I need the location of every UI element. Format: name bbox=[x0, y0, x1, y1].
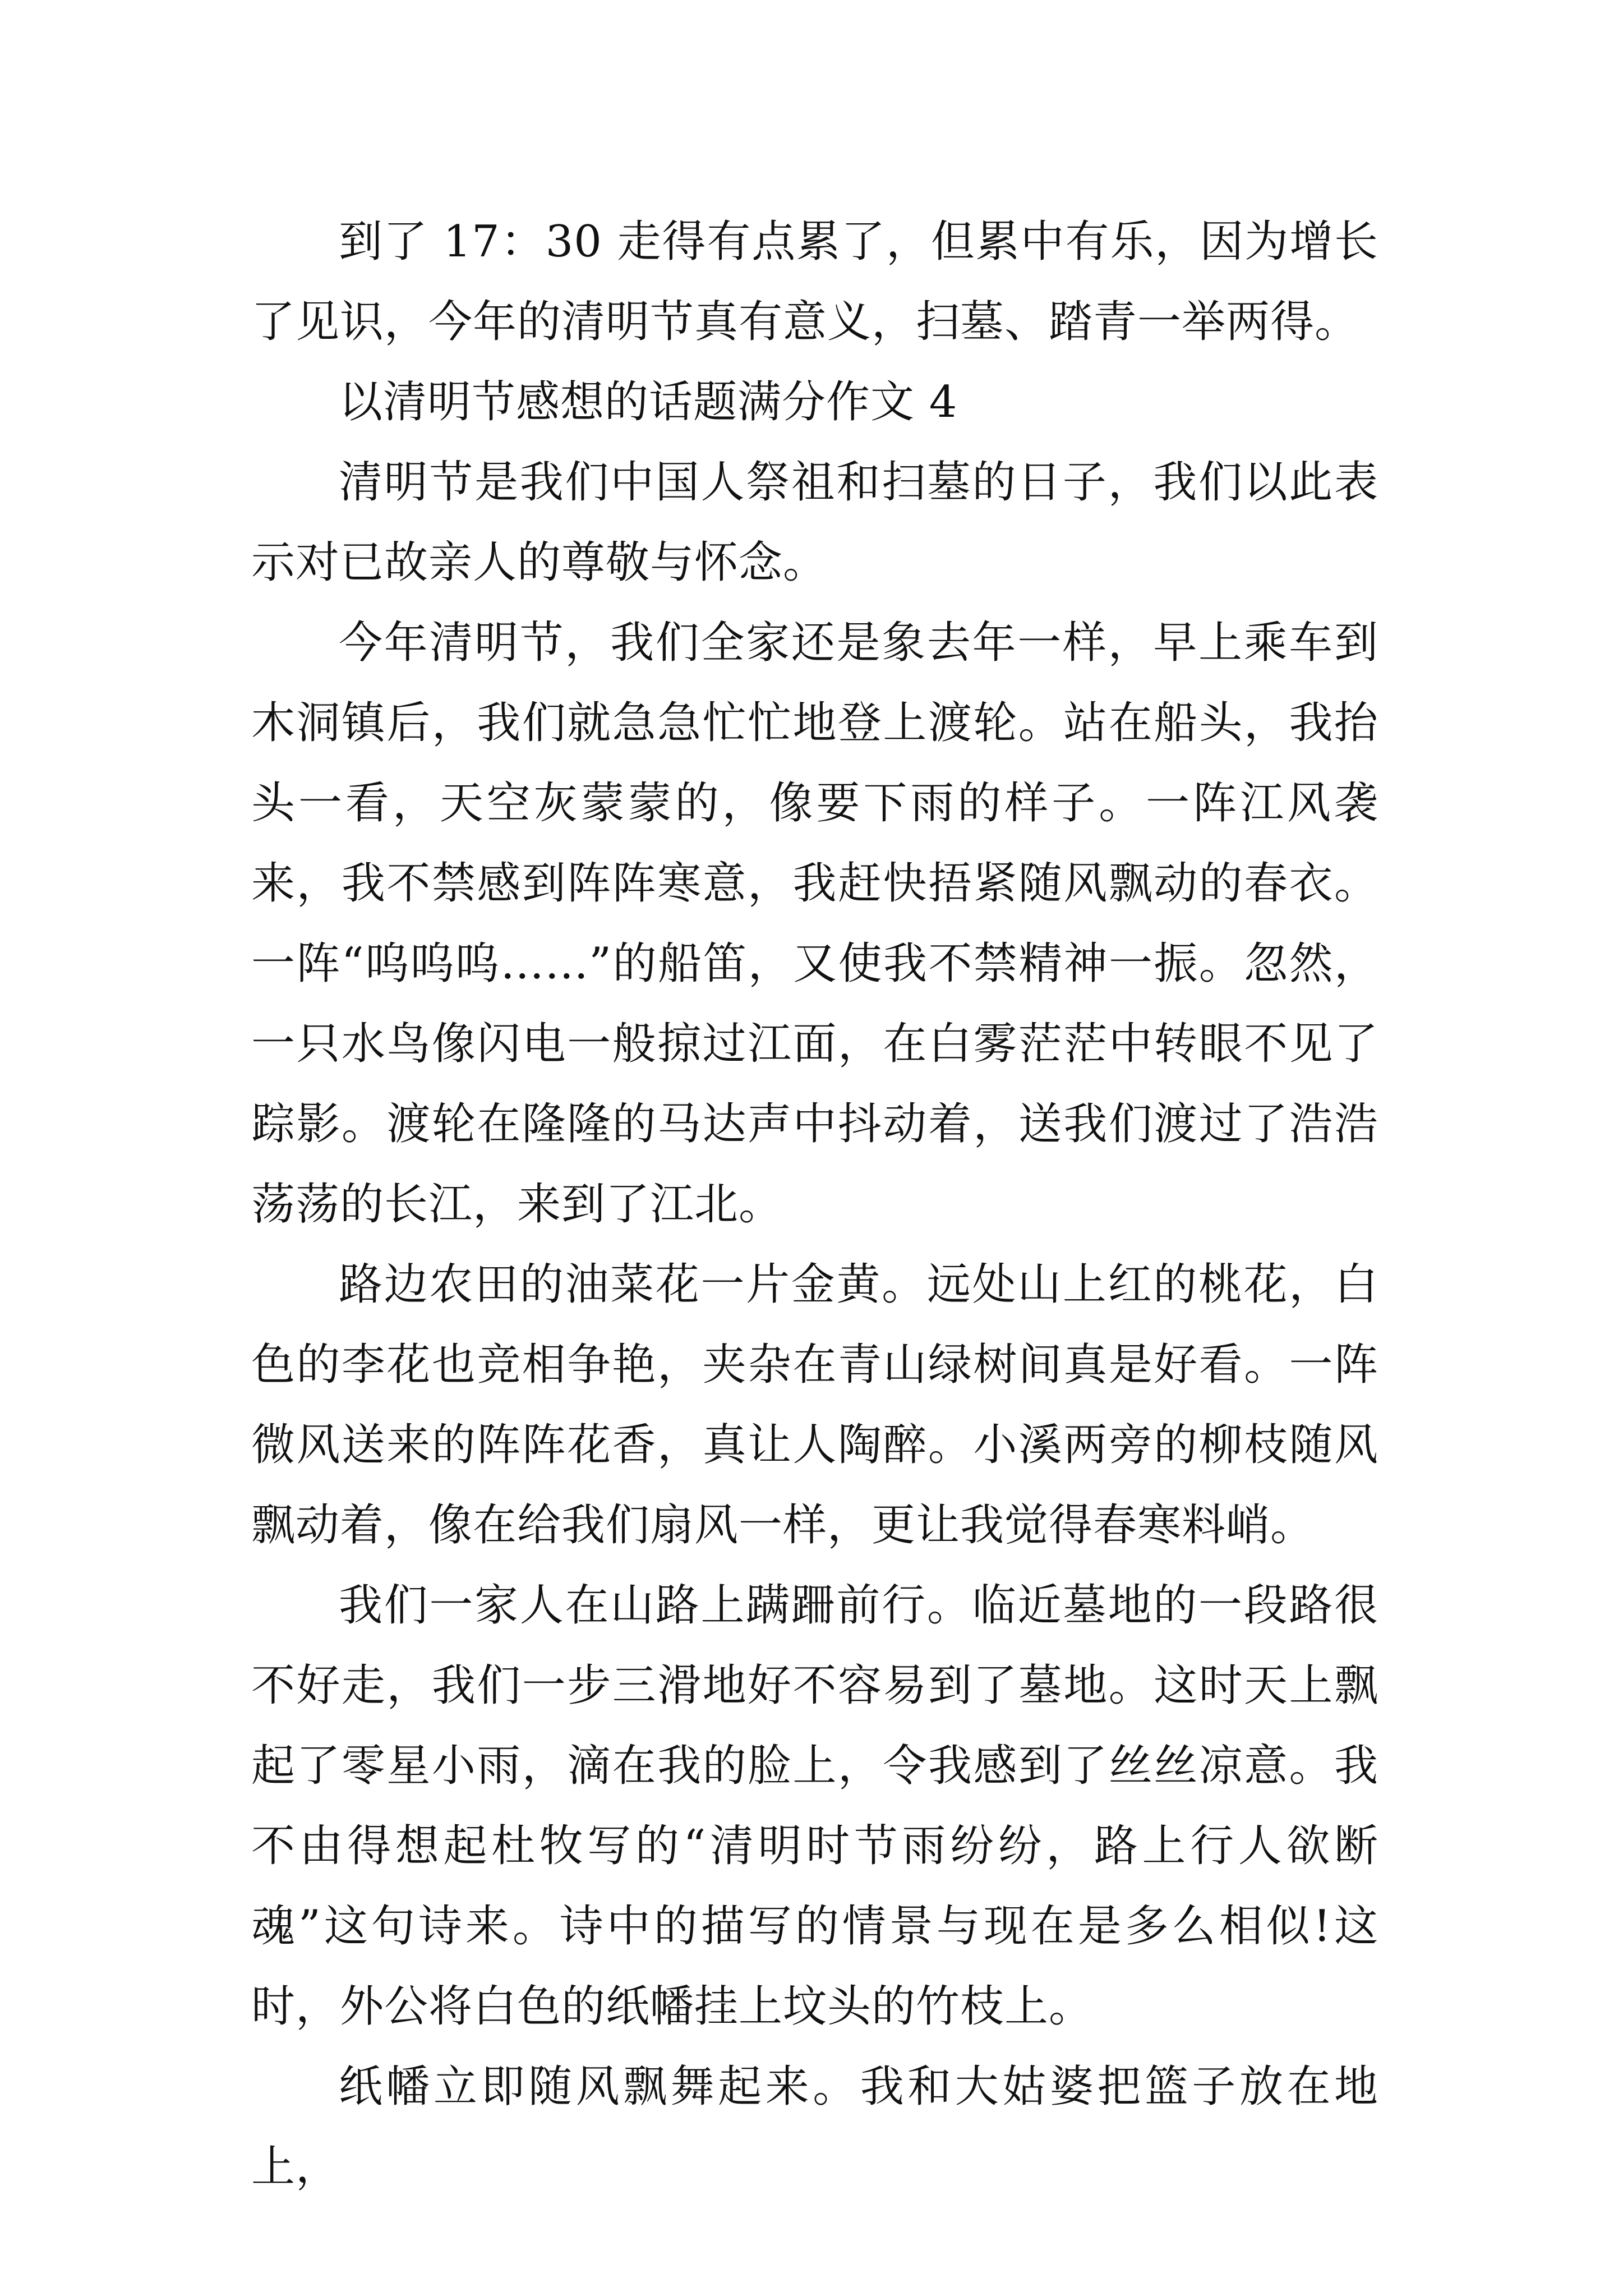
paragraph-ferry: 今年清明节，我们全家还是象去年一样，早上乘车到木洞镇后，我们就急急忙忙地登上渡轮。站在船头，我抬头一看，天空灰蒙蒙的，像要下雨的样子。一阵江风袭来，我不禁感到阵阵寒意，我赶快捂紧随风飘动的春衣。一阵“呜呜呜……”的船笛，又使我不禁精神一振。忽然，一只水鸟像闪电一般掠过江面，在白雾茫茫中转眼不见了踪影。渡轮在隆隆的马达声中抖动着，送我们渡过了浩浩荡荡的长江，来到了江北。 bbox=[251, 618, 1378, 1230]
paragraph-streamer: 纸幡立即随风飘舞起来。我和大姑婆把篮子放在地上， bbox=[251, 2062, 1378, 2192]
paragraph-graveyard: 我们一家人在山路上蹒跚前行。临近墓地的一段路很不好走，我们一步三滑地好不容易到了墓地。这时天上飘起了零星小雨，滴在我的脸上，令我感到了丝丝凉意。我不由得想起杜牧写的“清明时节雨纷纷，路上行人欲断魂”这句诗来。诗中的描写的情景与现在是多么相似!这时，外公将白色的纸幡挂上坟头的竹枝上。 bbox=[251, 1580, 1378, 2032]
document-body bbox=[251, 202, 1378, 2207]
paragraph-intro: 清明节是我们中国人祭祖和扫墓的日子，我们以此表示对已故亲人的尊敬与怀念。 bbox=[251, 457, 1378, 588]
paragraph-conclusion: 到了 17：30 走得有点累了，但累中有乐，因为增长了见识，今年的清明节真有意义，扫墓、踏青一举两得。 bbox=[251, 217, 1378, 347]
essay-heading: 以清明节感想的话题满分作文 4 bbox=[339, 377, 958, 427]
paragraph-flowers: 路边农田的油菜花一片金黄。远处山上红的桃花，白色的李花也竞相争艳，夹杂在青山绿树间真是好看。一阵微风送来的阵阵花香，真让人陶醉。小溪两旁的柳枝随风飘动着，像在给我们扇风一样，更让我觉得春寒料峭。 bbox=[251, 1259, 1378, 1550]
